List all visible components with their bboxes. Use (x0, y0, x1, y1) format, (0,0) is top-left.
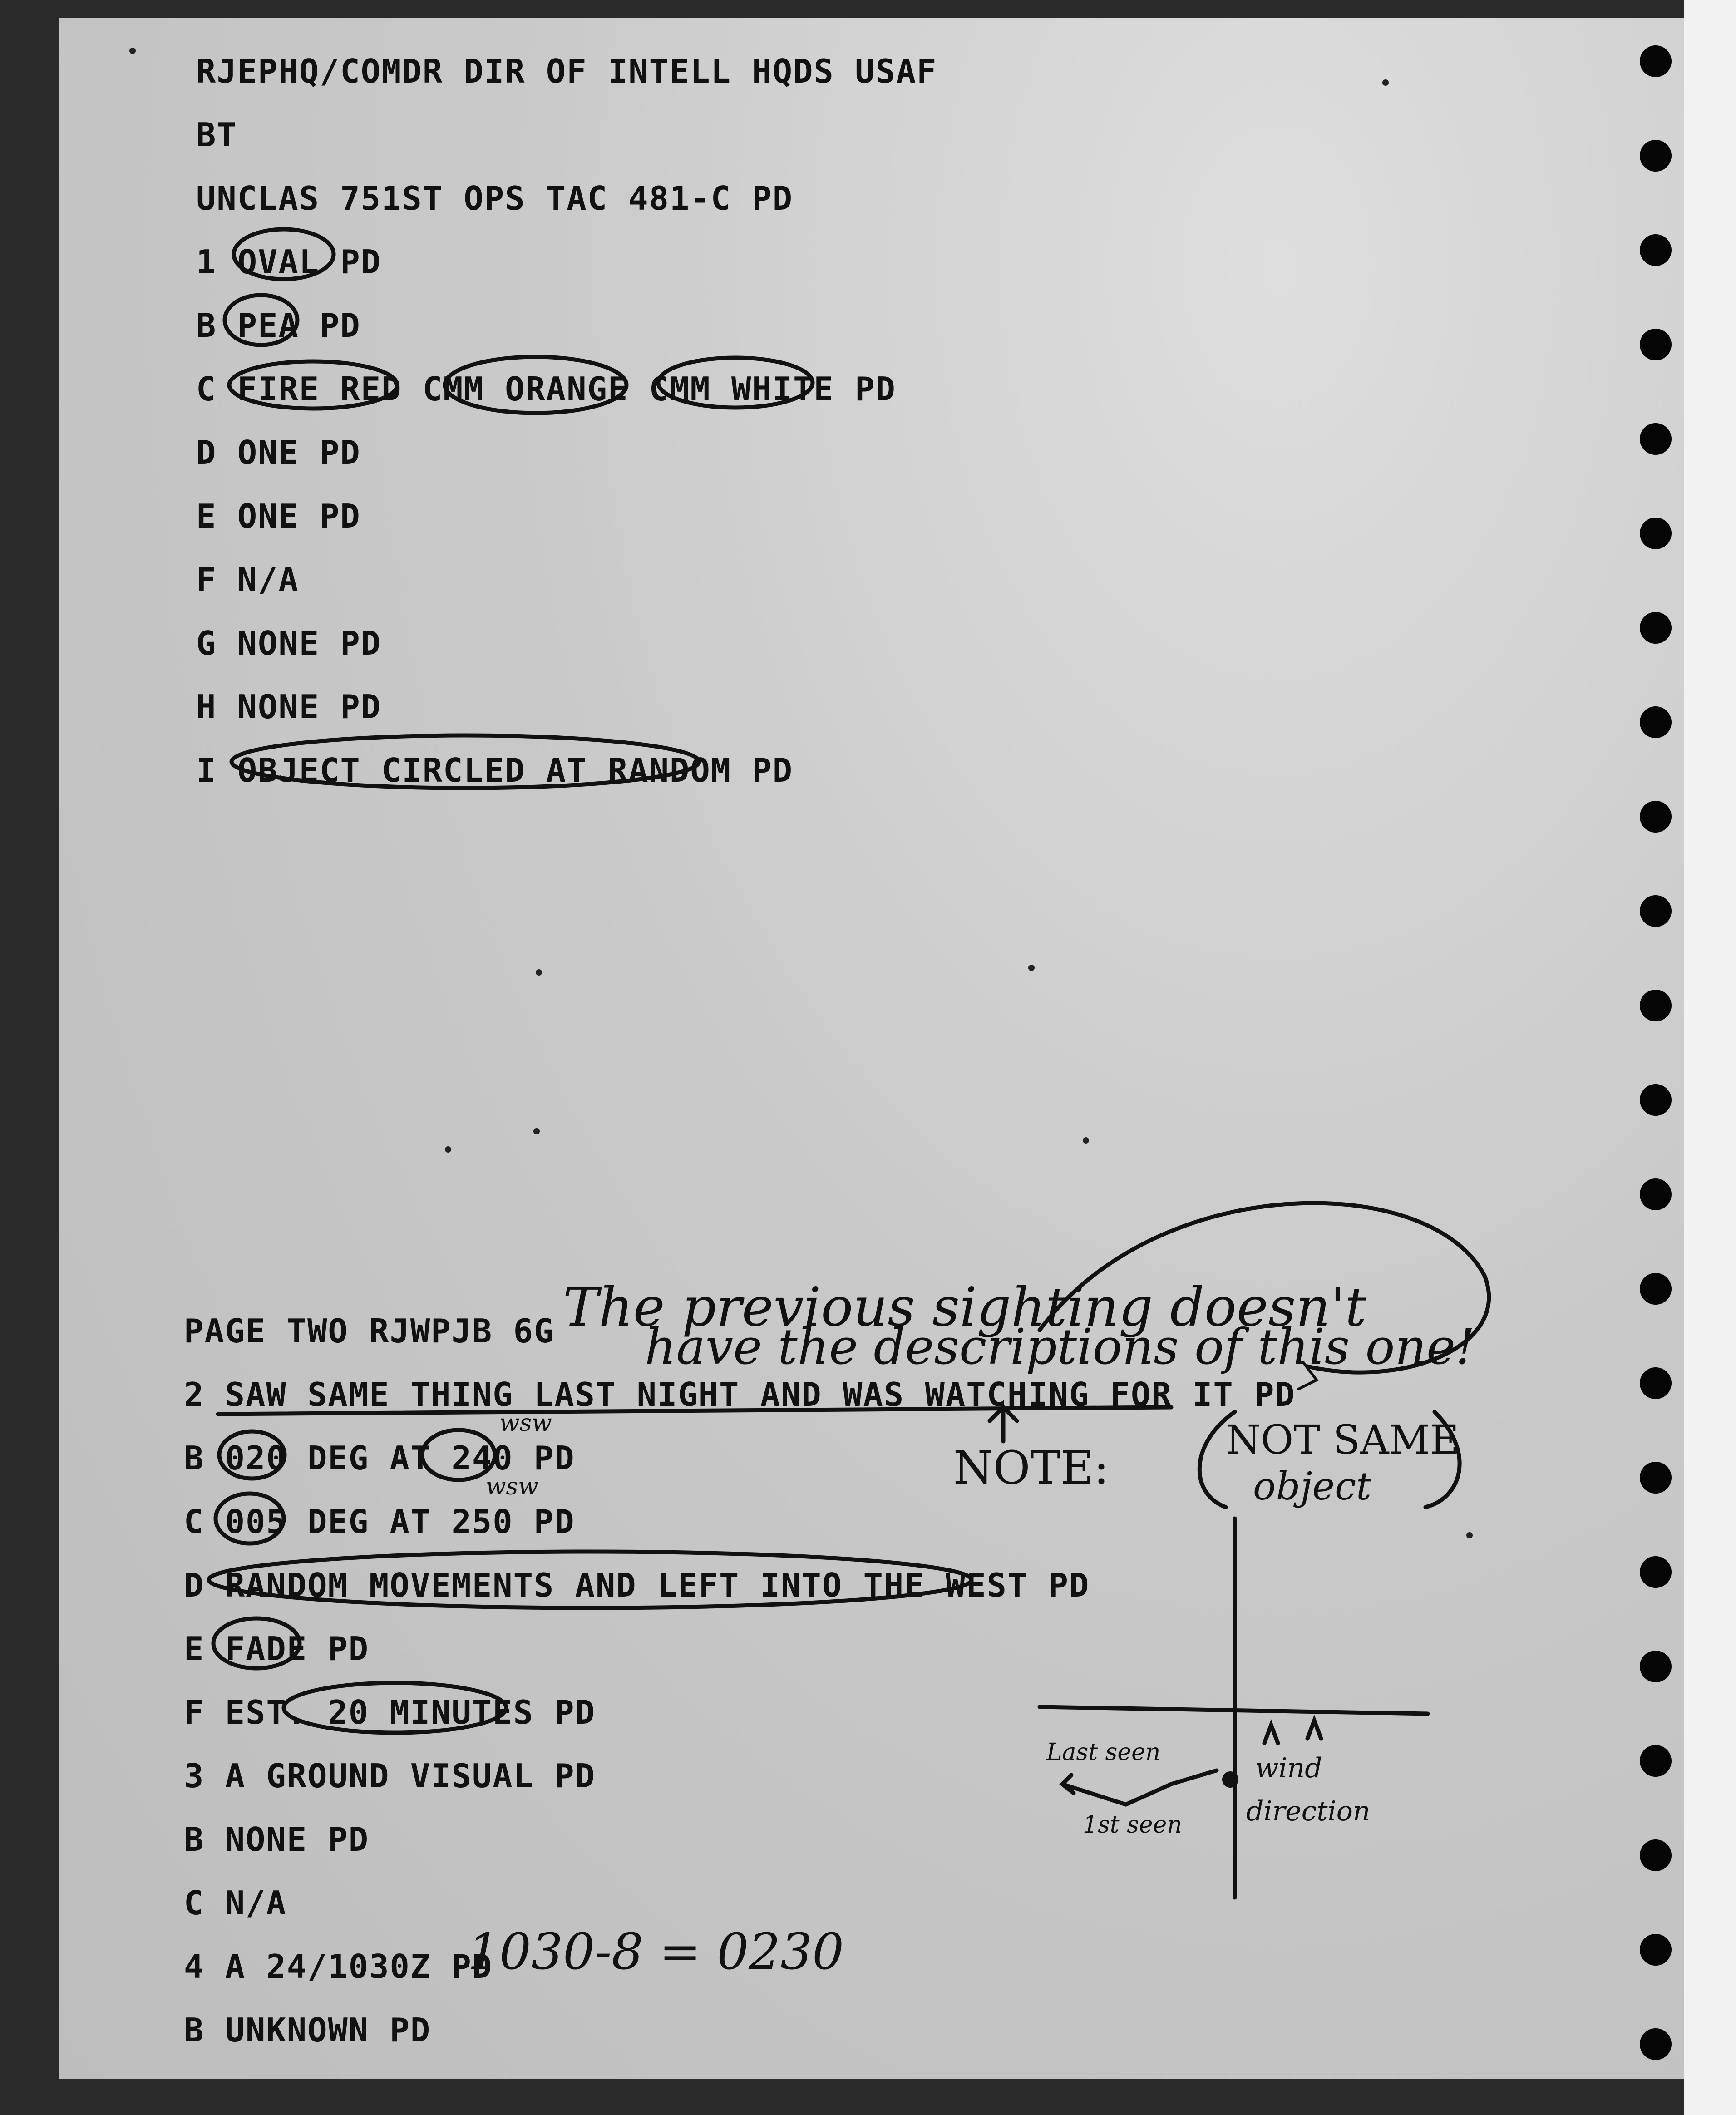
line-2e: E FADE PD (184, 1630, 370, 1668)
item-b-size: B PEA PD (196, 306, 361, 345)
circle-20-minutes (284, 1683, 506, 1733)
handwritten-note: NOTE: (953, 1441, 1109, 1494)
line-2: 2 SAW SAME THING LAST NIGHT AND WAS WATCHING FOR IT PD (184, 1375, 1296, 1414)
page-two-heading: PAGE TWO RJWPJB 6G (184, 1312, 555, 1350)
routing-line: RJEPHQ/COMDR DIR OF INTELL HQDS USAF (196, 52, 937, 90)
circle-white (658, 358, 813, 408)
item-h: H NONE PD (196, 688, 382, 726)
item-f: F N/A (196, 561, 299, 599)
circle-020 (219, 1431, 285, 1479)
diagram-origin-dot (1222, 1771, 1238, 1788)
item-c-color: C FIRE RED CMM ORANGE CMM WHITE PD (196, 370, 896, 408)
item-d-number: D ONE PD (196, 434, 361, 472)
handwritten-direction: direction (1246, 1795, 1371, 1827)
circle-fade (213, 1618, 300, 1668)
line-3a: 3 A GROUND VISUAL PD (184, 1757, 596, 1795)
speck (1466, 1532, 1473, 1538)
line-4a: 4 A 24/1030Z PD (184, 1947, 493, 1986)
handwritten-first-seen: 1st seen (1083, 1811, 1182, 1839)
item-i: I OBJECT CIRCLED AT RANDOM PD (196, 751, 794, 789)
circle-random-movements (209, 1552, 972, 1608)
line-4b: B UNKNOWN PD (184, 2011, 431, 2049)
handwritten-time-calc: 1030-8 = 0230 (468, 1923, 844, 1981)
line-2c: C 005 DEG AT 250 PD (184, 1503, 575, 1541)
speck (536, 969, 542, 976)
item-e-formation: E ONE PD (196, 497, 361, 535)
circle-pea (225, 295, 297, 345)
speck (129, 48, 136, 54)
circle-object-circled (232, 735, 699, 788)
handwritten-wsw-2: wsw (486, 1473, 538, 1500)
item-g: G NONE PD (196, 624, 382, 662)
speck (533, 1128, 540, 1134)
bt-line: BT (196, 116, 237, 154)
line-2f: F EST. 20 MINUTES PD (184, 1693, 596, 1731)
speck (445, 1146, 451, 1153)
handwritten-object: object (1253, 1464, 1371, 1509)
item-1-shape: 1 OVAL PD (196, 243, 382, 281)
diagram-path (1062, 1770, 1217, 1804)
speck (1083, 1137, 1089, 1144)
circle-orange (445, 357, 626, 413)
line-3c: C N/A (184, 1884, 287, 1922)
circle-oval (234, 229, 334, 279)
parens-not-same (1199, 1412, 1460, 1507)
line-2b: B 020 DEG AT 240 PD (184, 1439, 575, 1477)
circle-fire-red (229, 361, 397, 409)
handwritten-not-same: NOT SAME (1226, 1416, 1459, 1463)
handwritten-wind: wind (1255, 1752, 1322, 1784)
circle-005 (216, 1494, 284, 1543)
handwritten-comment-line2: have the descriptions of this one! (645, 1319, 1475, 1375)
balloon-comment (1040, 1203, 1489, 1372)
wind-arrows (1264, 1721, 1321, 1743)
line-2d: D RANDOM MOVEMENTS AND LEFT INTO THE WEST PD (184, 1566, 1090, 1604)
speck (1028, 965, 1035, 971)
unclas-line: UNCLAS 751ST OPS TAC 481-C PD (196, 179, 794, 217)
speck (1382, 79, 1389, 86)
handwritten-last-seen: Last seen (1046, 1739, 1161, 1766)
handwritten-wsw-1: wsw (499, 1410, 552, 1437)
underline-line-2 (218, 1407, 1171, 1414)
circle-240 (422, 1430, 495, 1480)
handwritten-comment-line1: The previous sighting doesn't (563, 1276, 1367, 1338)
line-3b: B NONE PD (184, 1820, 370, 1859)
